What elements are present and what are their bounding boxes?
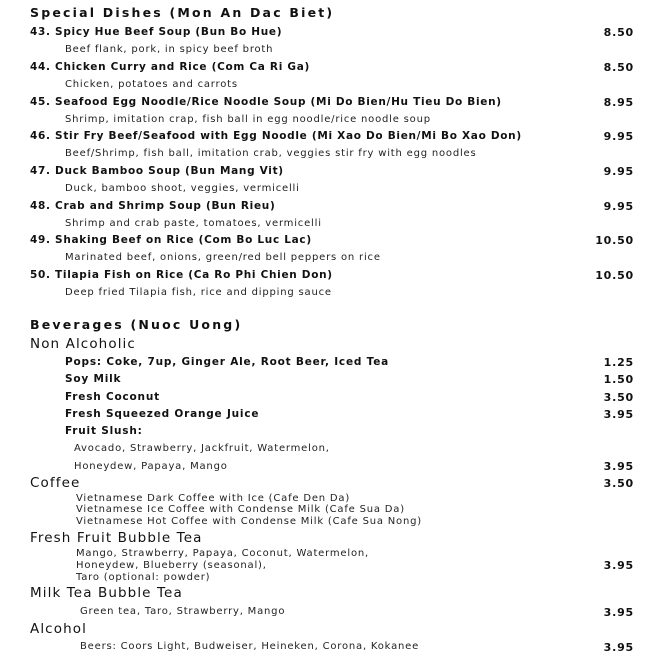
alcohol-heading: Alcohol (30, 621, 87, 637)
menu-item-price: 9.95 (603, 165, 634, 178)
non-alcoholic-heading: Non Alcoholic (30, 336, 136, 352)
fruit-slush-flavors: Avocado, Strawberry, Jackfruit, Watermelon, (74, 443, 330, 454)
menu-item-description: Duck, bamboo shoot, veggies, vermicelli (65, 183, 300, 194)
menu-item-description: Chicken, potatoes and carrots (65, 79, 238, 90)
menu-item-description: Beef flank, pork, in spicy beef broth (65, 44, 274, 55)
coffee-option: Vietnamese Hot Coffee with Condense Milk (Cafe Sua Nong) (76, 516, 422, 527)
menu-item-description: Shrimp and crab paste, tomatoes, vermicelli (65, 218, 322, 229)
menu-item-price: 9.95 (603, 130, 634, 143)
special-dishes-heading: Special Dishes (Mon An Dac Biet) (30, 5, 335, 20)
beverage-item-price: 1.50 (603, 373, 634, 386)
coffee-option: Vietnamese Ice Coffee with Condense Milk (Cafe Sua Da) (76, 504, 405, 515)
menu-item-price: 10.50 (595, 269, 634, 282)
beverage-item-name: Fresh Coconut (65, 391, 160, 403)
beverage-item-name: Fresh Squeezed Orange Juice (65, 408, 260, 420)
beverage-item-name: Soy Milk (65, 373, 122, 385)
milk-tea-price: 3.95 (603, 606, 634, 619)
menu-item-name: 46. Stir Fry Beef/Seafood with Egg Noodle (Mi Xao Do Bien/Mi Bo Xao Don) (30, 130, 522, 142)
milk-tea-heading: Milk Tea Bubble Tea (30, 585, 183, 601)
menu-item-price: 8.50 (603, 61, 634, 74)
coffee-heading: Coffee (30, 475, 81, 491)
menu-item-description: Shrimp, imitation crap, fish ball in egg noodle/rice noodle soup (65, 114, 431, 125)
menu-item-price: 10.50 (595, 234, 634, 247)
beverage-item-price: 3.50 (603, 391, 634, 404)
menu-item-name: 47. Duck Bamboo Soup (Bun Mang Vit) (30, 165, 284, 177)
bubble-tea-flavors: Honeydew, Blueberry (seasonal), (76, 560, 267, 571)
menu-item-name: 45. Seafood Egg Noodle/Rice Noodle Soup (Mi Do Bien/Hu Tieu Do Bien) (30, 96, 502, 108)
coffee-price: 3.50 (603, 477, 634, 490)
menu-item-description: Beef/Shrimp, fish ball, imitation crab, veggies stir fry with egg noodles (65, 148, 477, 159)
milk-tea-flavors: Green tea, Taro, Strawberry, Mango (80, 606, 286, 617)
beverages-heading: Beverages (Nuoc Uong) (30, 317, 243, 332)
alcohol-price: 3.95 (603, 641, 634, 654)
menu-item-price: 8.50 (603, 26, 634, 39)
bubble-tea-price: 3.95 (603, 559, 634, 572)
bubble-tea-heading: Fresh Fruit Bubble Tea (30, 530, 203, 546)
alcohol-beers: Beers: Coors Light, Budweiser, Heineken, Corona, Kokanee (80, 641, 420, 652)
fruit-slush-price: 3.95 (603, 460, 634, 473)
beverage-item-price: 3.95 (603, 408, 634, 421)
menu-item-name: 49. Shaking Beef on Rice (Com Bo Luc Lac) (30, 234, 312, 246)
menu-item-price: 9.95 (603, 200, 634, 213)
menu-item-name: 50. Tilapia Fish on Rice (Ca Ro Phi Chien Don) (30, 269, 333, 281)
menu-item-name: 44. Chicken Curry and Rice (Com Ca Ri Ga) (30, 61, 310, 73)
bubble-tea-flavors: Mango, Strawberry, Papaya, Coconut, Watermelon, (76, 548, 369, 559)
beverage-item-price: 1.25 (603, 356, 634, 369)
beverage-item-name: Pops: Coke, 7up, Ginger Ale, Root Beer, Iced Tea (65, 356, 390, 368)
menu-item-description: Deep fried Tilapia fish, rice and dipping sauce (65, 287, 332, 298)
fruit-slush-flavors: Honeydew, Papaya, Mango (74, 461, 228, 472)
menu-item-description: Marinated beef, onions, green/red bell peppers on rice (65, 252, 381, 263)
bubble-tea-flavors: Taro (optional: powder) (76, 572, 211, 583)
fruit-slush-label: Fruit Slush: (65, 425, 143, 437)
menu-item-name: 48. Crab and Shrimp Soup (Bun Rieu) (30, 200, 276, 212)
menu-item-name: 43. Spicy Hue Beef Soup (Bun Bo Hue) (30, 26, 283, 38)
coffee-option: Vietnamese Dark Coffee with Ice (Cafe Den Da) (76, 493, 351, 504)
menu-item-price: 8.95 (603, 96, 634, 109)
